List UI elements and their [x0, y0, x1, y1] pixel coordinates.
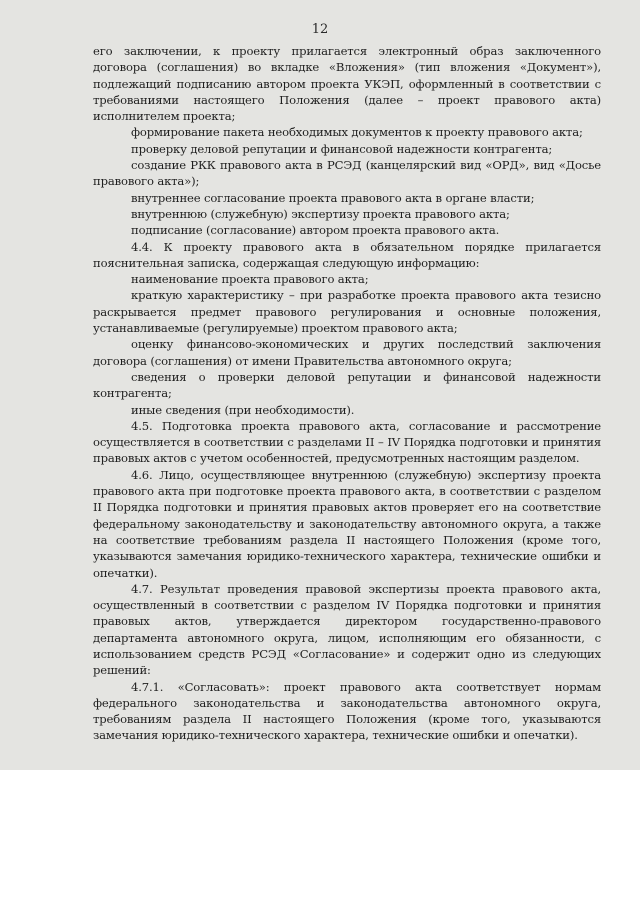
list-item: внутреннюю (служебную) экспертизу проекта правового акта;: [131, 206, 510, 221]
list-item: формирование пакета необходимых документов к проекту правового акта;: [131, 125, 583, 140]
clause-4-6: 4.6. Лицо, осуществляющее внутреннюю (служебную) экспертизу проекта правового акта при подготовке проекта правового акта, в соответствии с разделом II Порядка подготовки и принятия правовых актов проверяет его на соответствие федеральному законодательству и законодательству автономного округа, а также на соответствие требованиям раздела II настоящего Положения (кроме того, указываются замечания юридико-технического характера, технические ошибки и опечатки).: [93, 467, 601, 580]
blank-area: [0, 770, 640, 905]
list-item: оценку финансово-экономических и других последствий заключения договора (соглашения) от имени Правительства автономного округа;: [93, 337, 601, 368]
clause-4-5: 4.5. Подготовка проекта правового акта, согласование и рассмотрение осуществляется в соответствии с разделами II – IV Порядка подготовки и принятия правовых актов с учетом особенностей, предусмотренных настоящим разделом.: [93, 418, 601, 466]
list-item: наименование проекта правового акта;: [131, 272, 369, 287]
clause-4-7-1: 4.7.1. «Согласовать»: проект правового акта соответствует нормам федерального законодательства и законодательства автономного округа, требованиям раздела II настоящего Положения (кроме того, указываются замечания юридико-технического характера, технические ошибки и опечатки).: [93, 679, 601, 743]
paragraph-continuation: его заключении, к проекту прилагается электронный образ заключенного договора (соглашения) во вкладке «Вложения» (тип вложения «Документ»), подлежащий подписанию автором проекта УКЭП, оформленный в соответствии с требованиями настоящего Положения (далее – проект правового акта) исполнителем проекта;: [93, 44, 601, 124]
list-item: сведения о проверки деловой репутации и финансовой надежности контрагента;: [93, 369, 601, 401]
list-item: иные сведения (при необходимости).: [131, 402, 355, 417]
list-item: создание РКК правового акта в РСЭД (канцелярский вид «ОРД», вид «Досье правового акта»);: [93, 158, 601, 189]
list-item: подписание (согласование) автором проекта правового акта.: [131, 223, 500, 238]
document-body: [93, 43, 601, 744]
page-number: 12: [311, 22, 329, 37]
list-item: краткую характеристику – при разработке проекта правового акта тезисно раскрывается предмет правового регулирования и основные положения, устанавливаемые (регулируемые) проектом правового акта;: [93, 288, 601, 336]
clause-4-7: 4.7. Результат проведения правовой экспертизы проекта правового акта, осуществленный в соответствии с разделом IV Порядка подготовки и принятия правовых актов, утверждается директором государственно-правового департамента автономного округа, лицом, исполняющим его обязанности, с использованием средств РСЭД «Согласование» и содержит одно из следующих решений:: [93, 581, 601, 678]
list-item: проверку деловой репутации и финансовой надежности контрагента;: [131, 141, 553, 156]
list-item: внутреннее согласование проекта правового акта в органе власти;: [131, 190, 535, 205]
clause-4-4: 4.4. К проекту правового акта в обязательном порядке прилагается пояснительная записка, содержащая следующую информацию:: [93, 239, 601, 270]
